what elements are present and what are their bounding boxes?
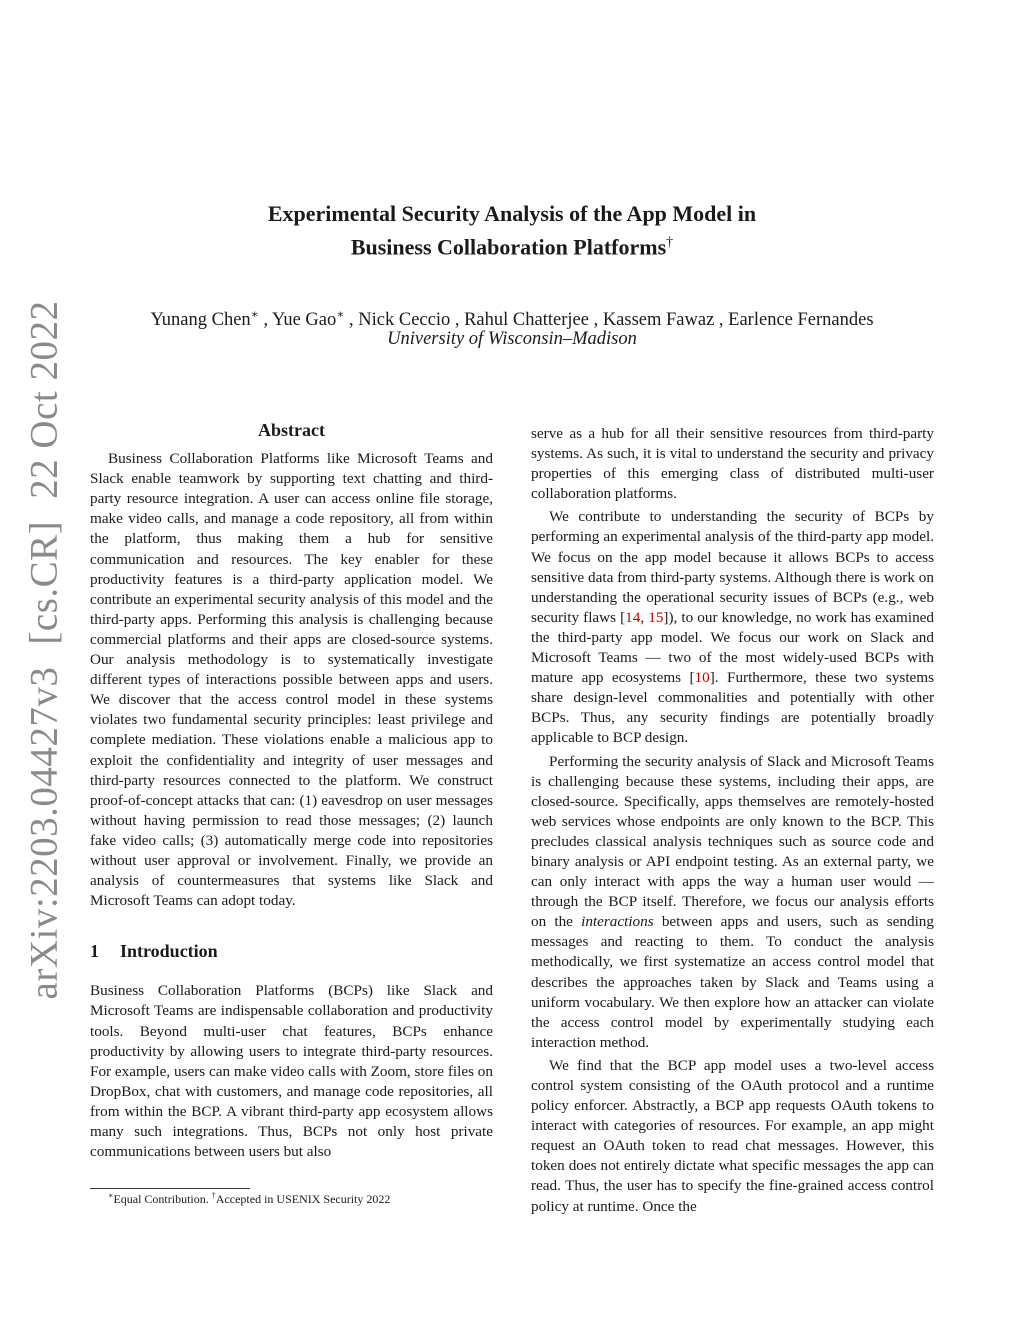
author-name: Yunang Chen (150, 310, 251, 331)
arxiv-category: [cs.CR] (22, 520, 66, 645)
intro-paragraph-1: Business Collaboration Platforms (BCPs) like Slack and Microsoft Teams are indispensable collaboration and productivity tools. Beyond multi-user chat features, BCPs enhance productivity by allowing users to integrate third-party resources. For example, users can make video calls with Zoom, store files on DropBox, chat with customers, and manage code repositories, all from within the BCP. A vibrant third-party app ecosystem allows many such integrations. Thus, BCPs not only host private communications between users but also (90, 982, 493, 1161)
author-name: Earlence Fernandes (728, 310, 874, 331)
author-name: Rahul Chatterjee (464, 310, 589, 331)
text-run: Performing the security analysis of Slack and Microsoft Teams is challenging because these systems, including their apps, are closed-source. Specifically, apps themselves are remotely-hosted web services whose endpoints are only known to the BCP. This precludes classical analysis techniques such as source code and binary analysis or API endpoint testing. As an external party, we can only interact with apps the way a human user would — through the BCP itself. Therefore, we focus our analysis efforts on the (531, 752, 934, 931)
abstract-heading: Abstract (258, 420, 325, 440)
section-number: 1 (90, 941, 99, 962)
citation-link[interactable]: 15 (648, 608, 664, 626)
right-paragraph-1: serve as a hub for all their sensitive resources from third-party systems. As such, it is vital to understand the security and privacy properties of this emerging class of distributed multi-user collaboration platforms. (531, 425, 934, 503)
right-paragraph-4: We find that the BCP app model uses a two-level access control system consisting of the OAuth protocol and a runtime policy enforcer. Abstractly, a BCP app requests OAuth tokens to interact with categories of resources. For example, an app might request an OAuth token to read chat messages. However, this token does not entirely dictate what specific messages the app can read. Thus, the user has to specify the fine-grained access control policy at runtime. Once the (531, 1056, 934, 1215)
author-name: Yue Gao (272, 310, 337, 331)
citation-link[interactable]: 10 (694, 669, 710, 687)
author-mark: ∗ (250, 307, 259, 321)
intro-heading (90, 941, 493, 961)
text-run: We contribute to understanding the security of BCPs by performing an experimental analysis of the third-party app model. We focus on the app model because it allows BCPs to access sensitive data from third-party systems. Although there is work on understanding the operational security issues of BCPs (e.g., web security flaws [ (531, 508, 934, 626)
footnote-accepted-text: Accepted in USENIX Security 2022 (215, 1192, 391, 1206)
author-list: Yunang Chen∗ , Yue Gao∗ , Nick Ceccio , Rahul Chatterjee , Kassem Fawaz , Earlence Fernandes (150, 307, 874, 331)
author-name: Nick Ceccio (358, 310, 451, 331)
footnote (108, 1191, 390, 1207)
text-run: between apps and users, such as sending messages and reacting to them. To conduct the analysis methodically, we first systematize an access control model that describes the approaches taken by Slack and Teams using a uniform vocabulary. We then explore how an attacker can violate the access control model by experimentally studying each interaction method. (531, 913, 934, 1051)
title-dagger: † (666, 235, 674, 250)
section-title: Introduction (120, 941, 218, 962)
arxiv-id: arXiv:2203.04427v3 (22, 666, 66, 1000)
text-run: ]), to our knowledge, no work has examined the third-party app model. We focus our work on Slack and Microsoft Teams — two of the most widely-used BCPs with mature app ecosystems [ (531, 608, 935, 687)
author-name: Kassem Fawaz (602, 310, 715, 331)
title-line-1: Experimental Security Analysis of the App Model in (267, 201, 757, 226)
text-run: ]. Furthermore, these two systems share design-level commonalities and potentially with other BCPs. Thus, any security findings are potentially broadly applicable to BCP design. (531, 669, 935, 747)
footnote-rule (90, 1188, 250, 1189)
emphasis: interactions (581, 913, 654, 931)
title-line-2: Business Collaboration Platforms (350, 234, 667, 260)
footnote-accepted-mark: † (211, 1191, 216, 1200)
text-run: , (640, 608, 649, 626)
arxiv-identifier-stamp (22, 301, 67, 1000)
right-paragraph-3 (531, 752, 934, 1053)
right-paragraph-2 (531, 507, 934, 748)
footnote-equal-text: Equal Contribution. (113, 1192, 209, 1206)
footnote-equal-mark: ∗ (108, 1191, 114, 1200)
abstract-text: Business Collaboration Platforms like Microsoft Teams and Slack enable teamwork by supporting text chatting and third-party resource integration. A user can access online file storage, make video calls, and manage a code repository, all from within the platform, thus making them a hub for sensitive communication and resources. The key enabler for these productivity features is a third-party application model. We contribute an experimental security analysis of this model and the third-party apps. Performing this analysis is challenging because commercial platforms and their apps are closed-source systems. Our analysis methodology is to systematically investigate different types of interactions possible between apps and users. We discover that the access control model in these systems violates two fundamental security principles: least privilege and complete mediation. These violations enable a malicious app to exploit the confidentiality and integrity of user messages and third-party resources connected to the platform. We construct proof-of-concept attacks that can: (1) eavesdrop on user messages without having permission to read those messages; (2) launch fake video calls; (3) automatically merge code into repositories without user approval or involvement. Finally, we provide an analysis of countermeasures that systems like Slack and Microsoft Teams can adopt today. (90, 450, 493, 910)
affiliation: University of Wisconsin–Madison (387, 329, 637, 349)
author-mark: ∗ (336, 307, 345, 321)
right-column (531, 424, 934, 1217)
arxiv-date: 22 Oct 2022 (22, 300, 66, 499)
citation-link[interactable]: 14 (625, 608, 641, 626)
left-column (90, 420, 493, 1162)
paper-title (0, 199, 1024, 261)
